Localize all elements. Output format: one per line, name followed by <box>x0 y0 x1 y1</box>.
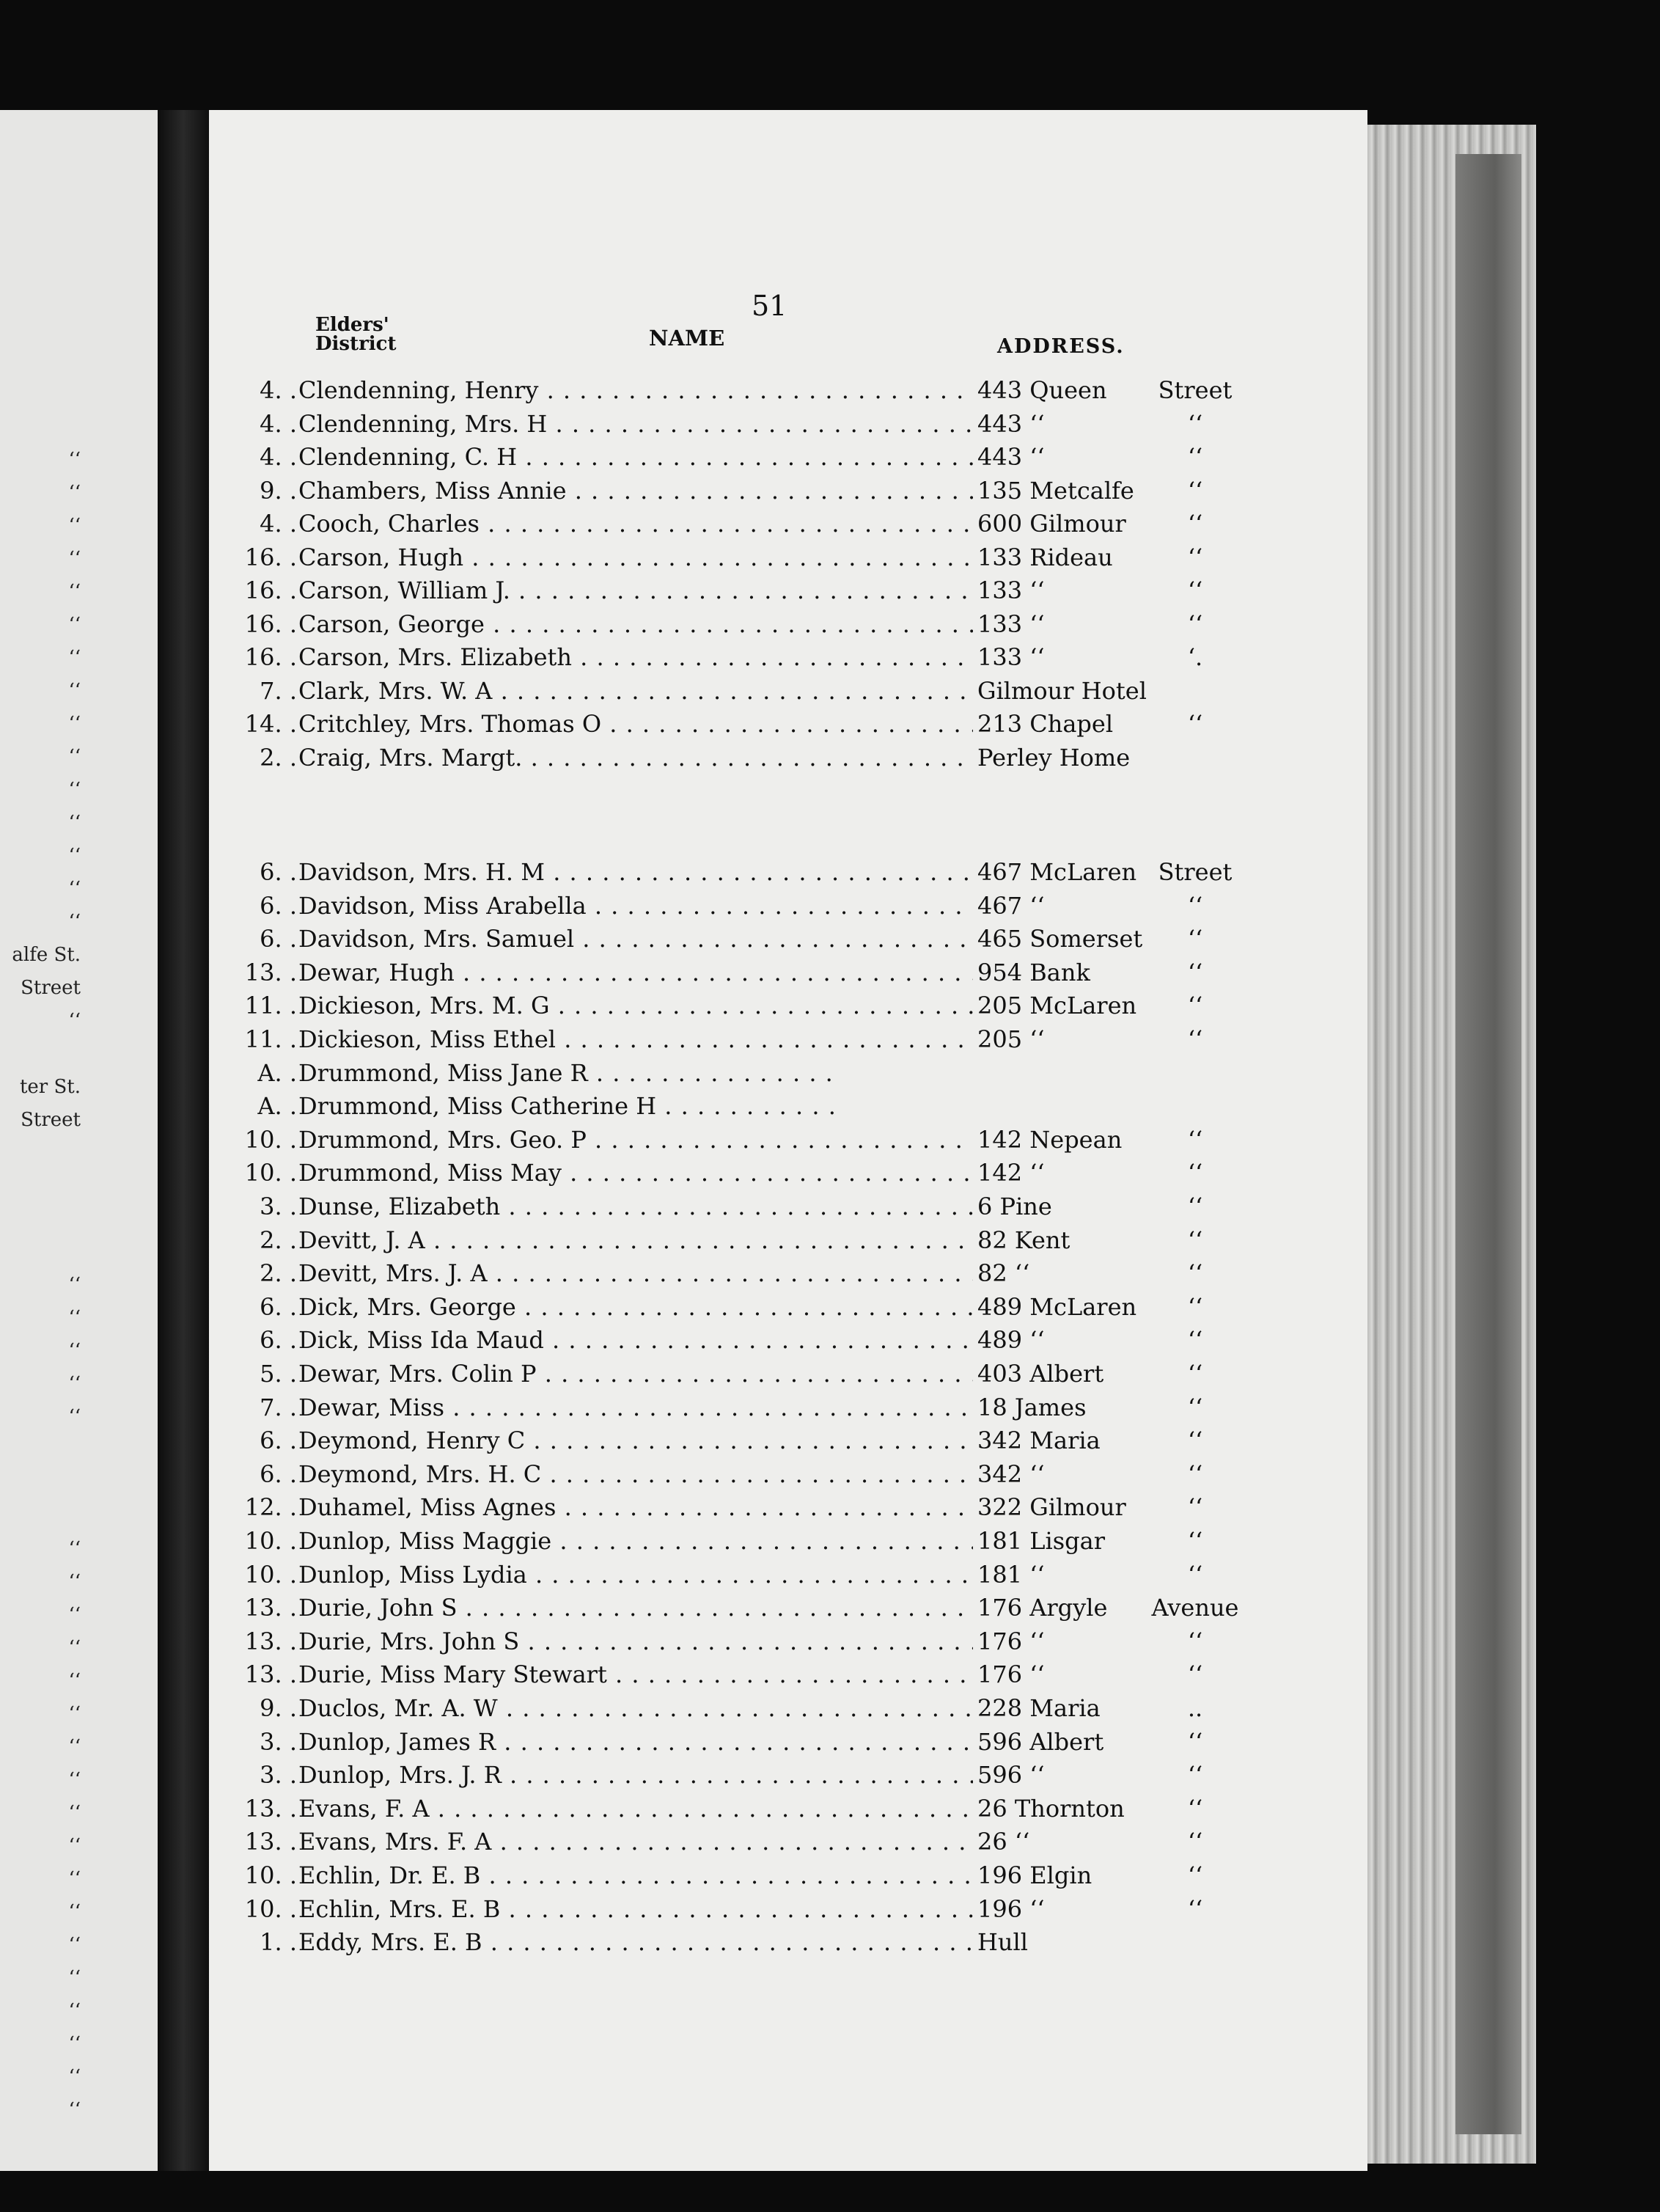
directory-entry <box>209 541 1367 574</box>
entry-district: 3. . <box>260 1761 297 1790</box>
directory-entry <box>209 1491 1367 1524</box>
entry-street: .. <box>1187 1694 1203 1722</box>
left-page-fragment: ‘‘ <box>68 515 81 537</box>
entry-district: 10. . <box>244 1125 297 1154</box>
directory-entry <box>209 1424 1367 1457</box>
entry-name: Dewar, Mrs. Colin P . . . <box>298 1358 973 1391</box>
entry-name: Cooch, Charles . . . <box>298 508 973 541</box>
entry-name: Duhamel, Miss Agnes . . . <box>298 1491 973 1524</box>
left-page-fragment: ‘‘ <box>68 2099 81 2121</box>
directory-entry <box>209 1023 1367 1056</box>
left-page-fragment: ‘‘ <box>68 1802 81 1824</box>
directory-entry <box>209 1291 1367 1324</box>
left-page-fragment: ‘‘ <box>68 1670 81 1692</box>
entry-address: 26 Thornton <box>977 1792 1129 1825</box>
entry-name: Evans, F. A . . . <box>298 1792 973 1825</box>
left-page-fragment: ‘‘ <box>68 1901 81 1923</box>
entry-street: ‘‘ <box>1187 710 1203 738</box>
left-page-fragment: ‘‘ <box>68 1967 81 1989</box>
entry-name: Davidson, Miss Arabella . . . <box>298 890 973 923</box>
entry-district: 4. . <box>260 409 297 438</box>
page-edges-shadow <box>1455 154 1521 2134</box>
entry-address: 443 ‘‘ <box>977 408 1049 441</box>
left-page-fragment: ‘‘ <box>68 1373 81 1395</box>
entry-address: 443 Queen <box>977 374 1112 407</box>
directory-entry <box>209 1358 1367 1391</box>
page-number: 51 <box>752 290 787 322</box>
entry-name: Dunse, Elizabeth . . . <box>298 1190 973 1223</box>
left-page-fragment: ‘‘ <box>68 1307 81 1329</box>
entry-address: 6 Pine <box>977 1190 1057 1223</box>
directory-entry <box>209 856 1367 889</box>
left-page-fragment: ‘‘ <box>68 1703 81 1725</box>
directory-entry <box>209 989 1367 1022</box>
left-page-fragment: ‘‘ <box>68 1736 81 1758</box>
left-page-fragment <box>0 1434 81 1467</box>
entry-name: Devitt, J. A . . . <box>298 1224 973 1257</box>
entry-address: 181 Lisgar <box>977 1525 1109 1558</box>
entry-address: 465 Somerset <box>977 923 1147 956</box>
left-page-fragment <box>0 1170 81 1203</box>
directory-entry <box>209 1190 1367 1223</box>
left-page-fragment <box>0 1038 81 1071</box>
entry-name: Durie, Miss Mary Stewart . . . <box>298 1658 973 1691</box>
left-page-fragment: ‘‘ <box>68 581 81 603</box>
directory-entry <box>209 1525 1367 1558</box>
entry-address: Hull <box>977 1926 1032 1959</box>
left-page-fragment: ‘‘ <box>68 1835 81 1857</box>
directory-entry <box>209 1157 1367 1190</box>
entry-address: 181 ‘‘ <box>977 1559 1049 1592</box>
entry-name: Echlin, Mrs. E. B . . . <box>298 1893 973 1926</box>
entry-street: ‘‘ <box>1187 476 1203 505</box>
entry-street: ‘‘ <box>1187 1660 1203 1689</box>
entry-name: Dunlop, Mrs. J. R . . . <box>298 1759 973 1792</box>
entry-name: Evans, Mrs. F. A . . . <box>298 1825 973 1858</box>
entry-name: Dewar, Miss . . . <box>298 1391 973 1424</box>
entry-name: Drummond, Miss Jane R . . . <box>298 1057 841 1090</box>
directory-entry <box>209 475 1367 508</box>
directory-entry <box>209 1825 1367 1858</box>
left-page-fragment: ‘‘ <box>68 1010 81 1032</box>
entry-street: ‘‘ <box>1187 510 1203 538</box>
entry-address: 133 ‘‘ <box>977 574 1049 607</box>
entry-name: Craig, Mrs. Margt. . . . <box>298 741 973 774</box>
header-address: ADDRESS. <box>997 335 1125 358</box>
entry-name: Durie, John S . . . <box>298 1592 973 1625</box>
entry-district: 2. . <box>260 1226 297 1254</box>
entry-street: ‘‘ <box>1187 1894 1203 1923</box>
left-page-fragment: ‘‘ <box>68 713 81 735</box>
entry-street: ‘‘ <box>1187 1861 1203 1889</box>
entry-street: ‘‘ <box>1187 1493 1203 1522</box>
entry-street: ‘‘ <box>1187 609 1203 638</box>
left-page-fragment: ‘‘ <box>68 1637 81 1659</box>
directory-entry <box>209 1692 1367 1725</box>
left-page-fragment <box>0 1203 81 1236</box>
left-page-fragment: ‘‘ <box>68 680 81 702</box>
entry-street: ‘‘ <box>1187 1193 1203 1220</box>
entry-district: 16. . <box>244 543 297 571</box>
entry-name: Carson, Mrs. Elizabeth . . . <box>298 641 973 674</box>
entry-district: 1. . <box>260 1928 297 1957</box>
entry-district: 6. . <box>260 891 297 920</box>
directory-entry <box>209 1559 1367 1592</box>
entry-address: 342 ‘‘ <box>977 1458 1049 1491</box>
entry-address: 342 Maria <box>977 1424 1105 1457</box>
entry-name: Deymond, Mrs. H. C . . . <box>298 1458 973 1491</box>
directory-entry <box>209 408 1367 441</box>
entry-district: 16. . <box>244 643 297 671</box>
left-page-fragment: ‘‘ <box>68 746 81 768</box>
entry-street: ‘‘ <box>1187 443 1203 471</box>
entry-name: Deymond, Henry C . . . <box>298 1424 973 1457</box>
entry-district: 11. . <box>244 1025 297 1053</box>
entry-district: 6. . <box>260 1460 297 1488</box>
left-page-fragment: ‘‘ <box>68 1934 81 1956</box>
left-page-fragment: ‘‘ <box>68 482 81 504</box>
directory-entry <box>209 641 1367 674</box>
entry-address: 133 Rideau <box>977 541 1117 574</box>
entry-district: 6. . <box>260 1427 297 1455</box>
entry-address: 322 Gilmour <box>977 1491 1131 1524</box>
directory-entry <box>209 1257 1367 1290</box>
entry-address: 176 ‘‘ <box>977 1625 1049 1658</box>
entry-district: 6. . <box>260 1292 297 1321</box>
entry-address: 600 Gilmour <box>977 508 1131 541</box>
entry-district: 10. . <box>244 1894 297 1923</box>
entry-district: 10. . <box>244 1527 297 1555</box>
directory-entry <box>209 923 1367 956</box>
entry-name: Dunlop, Miss Lydia . . . <box>298 1559 973 1592</box>
entry-district: 13. . <box>244 1828 297 1856</box>
entry-district: 2. . <box>260 1259 297 1288</box>
left-page-fragment: ‘‘ <box>68 1406 81 1428</box>
left-page-fragment <box>0 1467 81 1500</box>
entry-name: Critchley, Mrs. Thomas O . . . <box>298 708 973 741</box>
entry-name: Dickieson, Mrs. M. G . . . <box>298 989 973 1022</box>
entry-street: ‘‘ <box>1187 1226 1203 1254</box>
entry-district: 14. . <box>244 710 297 738</box>
entry-street: ‘‘ <box>1187 1393 1203 1421</box>
left-page-fragment <box>0 1137 81 1170</box>
entry-street: ‘‘ <box>1187 1828 1203 1856</box>
left-page-column <box>0 444 81 2127</box>
entry-street: Avenue <box>1151 1594 1239 1622</box>
directory-entry <box>209 1759 1367 1792</box>
entry-district: 6. . <box>260 1326 297 1355</box>
entry-district: 10. . <box>244 1159 297 1187</box>
entry-street: ‘‘ <box>1187 891 1203 920</box>
entry-street: ‘‘ <box>1187 1427 1203 1455</box>
directory-entry <box>209 1324 1367 1357</box>
directory-entry <box>209 1926 1367 1959</box>
left-page-fragment: ‘‘ <box>68 845 81 867</box>
directory-entry <box>209 1792 1367 1825</box>
entry-street: ‘‘ <box>1187 1560 1203 1589</box>
left-page-fragment: ‘‘ <box>68 779 81 801</box>
left-page-fragment <box>0 1236 81 1269</box>
book-gutter <box>158 110 209 2171</box>
entry-street: ‘‘ <box>1187 1326 1203 1355</box>
entry-district: 7. . <box>260 1393 297 1421</box>
left-page-fragment: ter St. <box>19 1076 81 1098</box>
entry-address: 228 Maria <box>977 1692 1105 1725</box>
entry-name: Dewar, Hugh . . . <box>298 956 973 989</box>
entry-address: 489 ‘‘ <box>977 1324 1049 1357</box>
entry-district: 2. . <box>260 743 297 772</box>
entry-district: 9. . <box>260 476 297 505</box>
entry-address: 82 ‘‘ <box>977 1257 1034 1290</box>
directory-entry <box>209 508 1367 541</box>
directory-entry <box>209 708 1367 741</box>
header-elders: Elders' <box>315 314 389 336</box>
directory-entry <box>209 1124 1367 1157</box>
entry-district: 12. . <box>244 1493 297 1522</box>
entry-district: 4. . <box>260 443 297 471</box>
entry-street: ‘‘ <box>1187 543 1203 571</box>
entry-street: ‘‘ <box>1187 925 1203 953</box>
directory-entry <box>209 1625 1367 1658</box>
directory-entry <box>209 1224 1367 1257</box>
entry-name: Clendenning, Mrs. H . . . <box>298 408 973 441</box>
directory-entry <box>209 1658 1367 1691</box>
entry-street: ‘‘ <box>1187 1727 1203 1756</box>
left-page-fragment: ‘‘ <box>68 911 81 933</box>
entry-district: 10. . <box>244 1560 297 1589</box>
directory-entry <box>209 741 1367 774</box>
entry-district: 11. . <box>244 992 297 1020</box>
left-page-fragment <box>0 1500 81 1533</box>
entry-district: 6. . <box>260 925 297 953</box>
entry-street: Street <box>1158 858 1233 886</box>
left-page-fragment: ‘‘ <box>68 2066 81 2088</box>
entry-name: Dunlop, Miss Maggie . . . <box>298 1525 973 1558</box>
entry-name: Duclos, Mr. A. W . . . <box>298 1692 973 1725</box>
entry-address: 133 ‘‘ <box>977 608 1049 641</box>
entry-district: 4. . <box>260 510 297 538</box>
entry-address: 954 Bank <box>977 956 1095 989</box>
entry-street: ‘‘ <box>1187 992 1203 1020</box>
entry-district: 13. . <box>244 1660 297 1689</box>
entry-district: 13. . <box>244 1794 297 1823</box>
directory-entry <box>209 1726 1367 1759</box>
entry-district: 3. . <box>260 1727 297 1756</box>
right-page <box>209 110 1367 2171</box>
left-page-fragment: ‘‘ <box>68 1769 81 1791</box>
entry-address: Gilmour Hotel <box>977 675 1151 708</box>
entry-address: 213 Chapel <box>977 708 1117 741</box>
entry-address: 205 ‘‘ <box>977 1023 1049 1056</box>
entry-address: 443 ‘‘ <box>977 441 1049 474</box>
header-name: NAME <box>649 326 725 351</box>
entry-address: 26 ‘‘ <box>977 1825 1034 1858</box>
entry-name: Drummond, Mrs. Geo. P . . . <box>298 1124 973 1157</box>
entry-street: ‘‘ <box>1187 1159 1203 1187</box>
entry-street: ‘‘ <box>1187 1761 1203 1790</box>
directory-entry <box>209 1090 1367 1123</box>
left-page-fragment: alfe St. <box>12 944 81 966</box>
entry-street: ‘‘ <box>1187 1025 1203 1053</box>
directory-entry <box>209 956 1367 989</box>
entry-address: 196 ‘‘ <box>977 1893 1049 1926</box>
entry-street: ‘‘ <box>1187 1627 1203 1655</box>
header-district: District <box>315 333 397 355</box>
entry-name: Eddy, Mrs. E. B . . . <box>298 1926 973 1959</box>
directory-entry <box>209 1391 1367 1424</box>
entry-address: 176 ‘‘ <box>977 1658 1049 1691</box>
entry-address: 403 Albert <box>977 1358 1108 1391</box>
entry-district: 6. . <box>260 858 297 886</box>
left-page-fragment: ‘‘ <box>68 1604 81 1626</box>
entry-address: 82 Kent <box>977 1224 1074 1257</box>
left-page-fragment: ‘‘ <box>68 1340 81 1362</box>
entry-name: Echlin, Dr. E. B . . . <box>298 1859 973 1892</box>
directory-entry <box>209 1893 1367 1926</box>
entry-name: Dunlop, James R . . . <box>298 1726 973 1759</box>
directory-entry <box>209 441 1367 474</box>
left-page-fragment: ‘‘ <box>68 614 81 636</box>
entry-name: Chambers, Miss Annie . . . <box>298 475 973 508</box>
directory-entry <box>209 374 1367 407</box>
entry-name: Dick, Miss Ida Maud . . . <box>298 1324 973 1357</box>
directory-entry <box>209 608 1367 641</box>
entry-district: 16. . <box>244 609 297 638</box>
entry-street: ‘‘ <box>1187 1794 1203 1823</box>
entry-street: ‘‘ <box>1187 1360 1203 1388</box>
entry-district: 5. . <box>260 1360 297 1388</box>
entry-street: ‘‘ <box>1187 1259 1203 1288</box>
left-page-fragment: ‘‘ <box>68 878 81 900</box>
entry-district: 10. . <box>244 1861 297 1889</box>
page-edges <box>1367 125 1536 2164</box>
entry-street: ‘‘ <box>1187 1292 1203 1321</box>
directory-entry <box>209 574 1367 607</box>
entry-street: ‘‘ <box>1187 1125 1203 1154</box>
entry-district: 13. . <box>244 1594 297 1622</box>
entry-address: 596 ‘‘ <box>977 1759 1049 1792</box>
entry-street: Street <box>1158 376 1233 404</box>
entry-name: Durie, Mrs. John S . . . <box>298 1625 973 1658</box>
left-page-fragment: Street <box>21 1109 81 1131</box>
entry-street: ‘‘ <box>1187 1460 1203 1488</box>
entry-name: Dickieson, Miss Ethel . . . <box>298 1023 973 1056</box>
left-page-fragment: ‘‘ <box>68 1274 81 1296</box>
entry-street: ‘‘ <box>1187 409 1203 438</box>
entry-street: ‘. <box>1187 643 1203 671</box>
entry-street: ‘‘ <box>1187 958 1203 986</box>
entry-address: Perley Home <box>977 741 1134 774</box>
entry-name: Clendenning, Henry . . . <box>298 374 973 407</box>
directory-entry <box>209 1592 1367 1625</box>
left-page-fragment: ‘‘ <box>68 1538 81 1560</box>
entry-name: Carson, Hugh . . . <box>298 541 973 574</box>
left-page-fragment: ‘‘ <box>68 2033 81 2055</box>
entry-address: 18 James <box>977 1391 1091 1424</box>
entry-address: 467 ‘‘ <box>977 890 1049 923</box>
entry-name: Clendenning, C. H . . . <box>298 441 973 474</box>
left-page <box>0 110 158 2171</box>
entry-address: 176 Argyle <box>977 1592 1112 1625</box>
entry-district: 7. . <box>260 676 297 705</box>
left-page-fragment: ‘‘ <box>68 449 81 471</box>
directory-entry <box>209 890 1367 923</box>
left-page-fragment: Street <box>21 977 81 999</box>
entry-address: 489 McLaren <box>977 1291 1141 1324</box>
left-page-fragment: ‘‘ <box>68 647 81 669</box>
directory-entry <box>209 1859 1367 1892</box>
entry-address: 142 ‘‘ <box>977 1157 1049 1190</box>
left-page-fragment: ‘‘ <box>68 1868 81 1890</box>
entry-district: A. . <box>257 1058 297 1087</box>
entry-address: 205 McLaren <box>977 989 1141 1022</box>
entry-district: 13. . <box>244 1627 297 1655</box>
entry-name: Clark, Mrs. W. A . . . <box>298 675 973 708</box>
entry-address: 596 Albert <box>977 1726 1108 1759</box>
left-page-fragment: ‘‘ <box>68 1571 81 1593</box>
entry-name: Dick, Mrs. George . . . <box>298 1291 973 1324</box>
entry-address: 467 McLaren <box>977 856 1141 889</box>
left-page-fragment: ‘‘ <box>68 548 81 570</box>
entry-name: Drummond, Miss May . . . <box>298 1157 973 1190</box>
directory-entry <box>209 675 1367 708</box>
entry-district: 16. . <box>244 576 297 604</box>
entry-name: Davidson, Mrs. Samuel . . . <box>298 923 973 956</box>
directory-entry <box>209 1458 1367 1491</box>
entry-district: 4. . <box>260 376 297 404</box>
entry-district: A. . <box>257 1092 297 1121</box>
entry-district: 13. . <box>244 958 297 986</box>
entry-address: 142 Nepean <box>977 1124 1126 1157</box>
entry-name: Devitt, Mrs. J. A . . . <box>298 1257 973 1290</box>
entry-street: ‘‘ <box>1187 576 1203 604</box>
entry-district: 9. . <box>260 1694 297 1722</box>
entry-name: Drummond, Miss Catherine H . . . <box>298 1090 841 1123</box>
entry-district: 3. . <box>260 1193 297 1220</box>
directory-entry <box>209 1057 1367 1090</box>
entry-address: 135 Metcalfe <box>977 475 1139 508</box>
directory-entries <box>209 110 1367 2171</box>
entry-address: 196 Elgin <box>977 1859 1096 1892</box>
entry-name: Davidson, Mrs. H. M . . . <box>298 856 973 889</box>
entry-address: 133 ‘‘ <box>977 641 1049 674</box>
entry-name: Carson, William J. . . . <box>298 574 973 607</box>
left-page-fragment: ‘‘ <box>68 812 81 834</box>
left-page-fragment: ‘‘ <box>68 2000 81 2022</box>
entry-name: Carson, George . . . <box>298 608 973 641</box>
entry-street: ‘‘ <box>1187 1527 1203 1555</box>
